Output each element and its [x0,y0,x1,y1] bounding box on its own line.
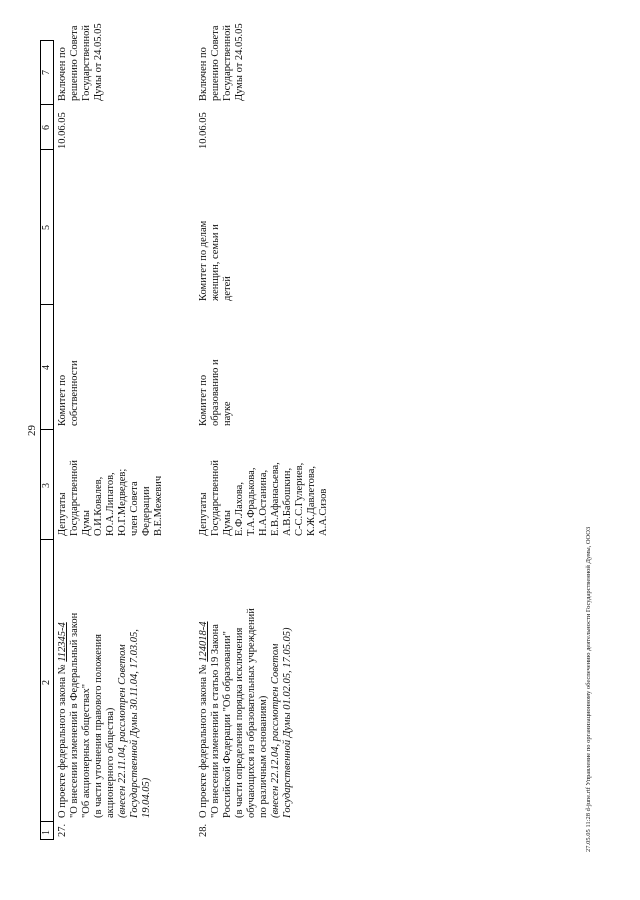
committee-line: Комитет по [57,374,68,426]
row-27-title-line: акционерного общества) [105,707,116,818]
row-27-date: 10.06.05 [57,112,68,149]
status-line: Включен по [57,47,68,101]
header-col-1: 1 [41,830,52,835]
status-line: решению Совета [210,25,221,101]
author-line: Ю.А.Липатов, [105,472,116,536]
co-committee-line: Комитет по делам [198,220,209,301]
row-28-number: 28. [198,823,209,837]
table-border-left [40,839,54,840]
header-col-2: 2 [41,680,52,685]
col-sep [40,104,54,105]
status-line: Включен по [198,47,209,101]
author-line: Думы [222,510,233,536]
col-sep [40,304,54,305]
row-28-title-line: обучающихся из образовательных учреждений [246,608,257,818]
header-col-7: 7 [41,70,52,75]
header-row-separator [53,40,54,840]
row-28-date: 10.06.05 [198,112,209,149]
author-line: В.Е.Межевич [153,475,164,536]
author-line: К.Ж.Давлетова, [306,465,317,536]
status-line: Думы от 24.05.05 [93,23,104,101]
co-committee-line: женщин, семьи и [210,224,221,301]
author-line: член Совета [129,481,140,536]
row-28-title-prefix: О проекте федерального закона № [198,661,209,818]
author-line: Т.А.Фрадькова, [246,467,257,536]
author-line: А.В.Бабошкин, [282,467,293,536]
row-28-committee [198,359,234,426]
status-line: решению Совета [69,25,80,101]
row-27-title-line: (в части уточнения правового положения [93,634,104,818]
row-27-committee [57,360,81,426]
row-28-note-line: (внесен 22.12.04, рассмотрен Советом [270,643,281,818]
committee-line: собственности [69,360,80,426]
committee-line: Комитет по [198,374,209,426]
row-28-note-line: Государственной Думы 01.02.05, 17.05.05) [282,627,293,818]
row-28-co-committee [198,221,234,301]
row-27-note-line: 19.04.05) [141,777,152,818]
author-line: Е.Ф.Лахова, [234,482,245,536]
row-28-title-line: (в части определения порядка исключения [234,627,245,818]
row-27-authors [57,460,165,536]
row-28-title-line: по различным основаниям) [258,695,269,818]
row-27-title [57,613,153,818]
row-28-title-line: "О внесении изменений в статью 19 Закона [210,624,221,818]
author-line: Федерации [141,486,152,536]
committee-line: образованию и [210,359,221,426]
status-line: Думы от 24.05.05 [234,23,245,101]
row-28-status [198,23,246,101]
row-27-title-prefix: О проекте федерального закона № [57,661,68,818]
footer-text: 27.05.05 11:28 d-june.rtf Управление по организационному обеспечению деятельности Государственной Думы, ООО3 [585,526,592,852]
author-line: Н.А.Останина, [258,469,269,536]
author-line: С-С.С.Гулериев, [294,462,305,536]
row-28-bill-number: 124018-4 [198,621,209,662]
author-line: Думы [81,510,92,536]
page-number: 29 [26,425,38,436]
author-line: О.И.Ковалев, [93,476,104,536]
col-sep [40,539,54,540]
col-sep [40,821,54,822]
row-27-bill-number: 112345-4 [57,622,68,662]
row-27-note-line: Государственной Думы 30.11.04, 17.03.05, [129,629,140,818]
co-committee-line: детей [222,276,233,301]
row-27-title-line: "О внесении изменений в Федеральный закон [69,612,80,818]
row-28-title [198,608,294,818]
author-line: Е.В.Афанасьева, [270,462,281,536]
col-sep [40,429,54,430]
author-line: Депутаты [57,492,68,536]
header-col-5: 5 [41,225,52,230]
status-line: Государственной [81,25,92,101]
row-27-note-line: (внесен 22.11.04, рассмотрен Советом [117,644,128,818]
status-line: Государственной [222,25,233,101]
table-border-top [40,40,41,840]
author-line: Ю.Г.Медведев; [117,468,128,536]
row-27-number: 27. [57,823,68,837]
header-col-3: 3 [41,483,52,488]
header-col-4: 4 [41,365,52,370]
author-line: Государственной [210,460,221,536]
row-28-title-line: Российской Федерации "Об образовании" [222,631,233,818]
row-27-status [57,23,105,101]
committee-line: науке [222,401,233,426]
row-28-authors [198,460,330,536]
row-27-title-line: "Об акционерных обществах" [81,683,92,818]
table-border-right [40,40,54,41]
header-col-6: 6 [41,125,52,130]
author-line: А.А.Сизов [318,488,329,536]
col-sep [40,149,54,150]
author-line: Государственной [69,460,80,536]
author-line: Депутаты [198,492,209,536]
agenda-table [40,23,329,840]
